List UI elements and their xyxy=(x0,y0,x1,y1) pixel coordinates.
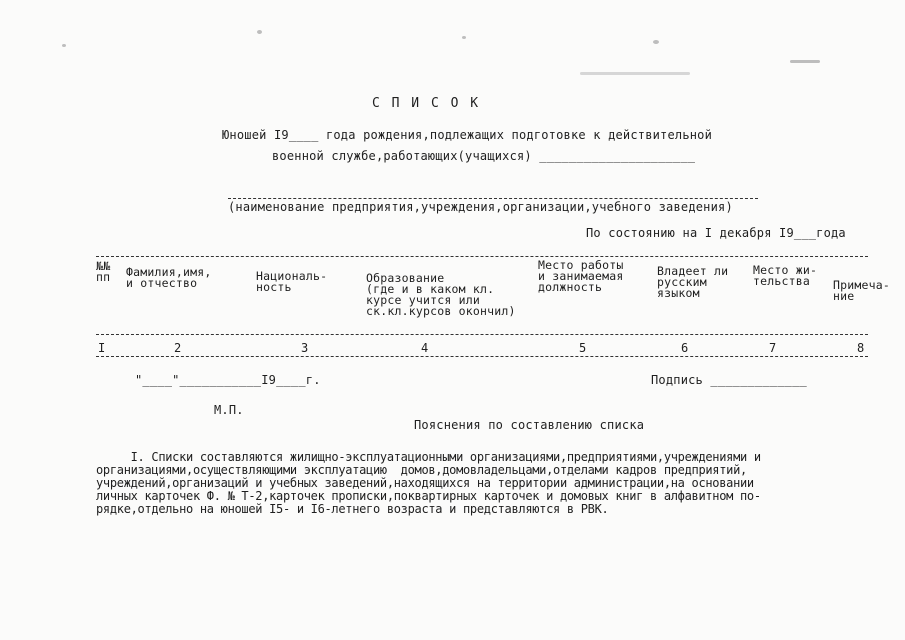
col-header-name: Фамилия,имя, и отчество xyxy=(126,265,212,290)
col-number-8: 8 xyxy=(857,341,865,355)
as-of-date: По состоянию на I декабря I9___года xyxy=(586,226,846,240)
scan-speck xyxy=(257,30,262,34)
explanation-line-3: учреждений,организаций и учебных заведений,находящихся на территории администрации,на основании xyxy=(96,476,754,490)
org-caption: (наименование предприятия,учреждения,организации,учебного заведения) xyxy=(228,200,733,214)
col-header-education: Образование (где и в каком кл. курсе учится или ск.кл.курсов окончил) xyxy=(366,271,516,318)
subtitle-line-1: Юношей I9____ года рождения,подлежащих подготовке к действительной xyxy=(222,128,713,142)
explanation-line-4: личных карточек Ф. № Т-2,карточек прописки,поквартирных карточек и домовых книг в алфавитном по- xyxy=(96,489,761,503)
col-number-6: 6 xyxy=(681,341,689,355)
date-line: "____"___________I9____г. xyxy=(135,373,321,387)
explanations-title: Пояснения по составлению списка xyxy=(414,418,645,432)
org-name-line xyxy=(228,198,758,199)
scan-speck xyxy=(653,40,659,44)
col-number-5: 5 xyxy=(579,341,587,355)
table-mid-rule xyxy=(96,334,868,335)
subtitle-line-2: военной службе,работающих(учащихся) _____________________ xyxy=(272,149,696,163)
stamp-label: М.П. xyxy=(214,403,244,417)
col-header-notes: Примеча- ние xyxy=(833,278,890,303)
col-number-2: 2 xyxy=(174,341,182,355)
explanation-line-5: рядке,отдельно на юношей I5- и I6-летнего возраста и представляются в РВК. xyxy=(96,502,609,516)
col-number-7: 7 xyxy=(769,341,777,355)
col-number-4: 4 xyxy=(421,341,429,355)
table-bottom-rule xyxy=(96,356,868,357)
scan-speck xyxy=(790,60,820,63)
col-header-workplace: Место работы и занимаемая должность xyxy=(538,258,624,294)
col-header-russian: Владеет ли русским языком xyxy=(657,264,729,300)
scan-speck xyxy=(580,72,690,75)
scan-speck xyxy=(62,44,66,47)
signature-label: Подпись _____________ xyxy=(651,373,807,387)
document-title: С П И С О К xyxy=(372,96,481,111)
table-top-rule xyxy=(96,256,868,257)
col-number-3: 3 xyxy=(301,341,309,355)
col-header-number: №№ пп xyxy=(96,259,111,284)
scan-speck xyxy=(462,36,466,39)
col-header-residence: Место жи- тельства xyxy=(753,263,818,288)
col-header-nationality: Националь- ность xyxy=(256,269,328,294)
explanation-line-2: организациями,осуществляющими эксплуатацию домов,домовладельцами,отделами кадров предприятий, xyxy=(96,463,747,477)
explanation-line-1: I. Списки составляются жилищно-эксплуатационными организациями,предприятиями,учреждениями и xyxy=(96,450,761,464)
col-number-1: I xyxy=(98,341,106,355)
